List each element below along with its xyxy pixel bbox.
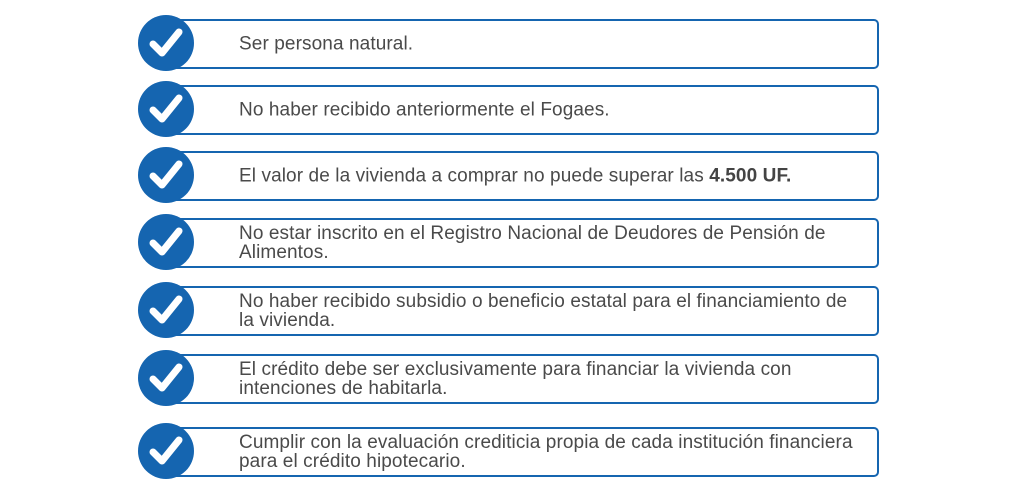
requirement-box: [167, 286, 879, 336]
requirement-text: No haber recibido anteriormente el Fogaes.: [239, 99, 610, 121]
requirement-item: [138, 353, 879, 405]
requirement-box: [167, 151, 879, 201]
requirement-text: No estar inscrito en el Registro Nacional de Deudores de Pensión de Alimentos.: [239, 223, 826, 263]
requirement-text: No haber recibido subsidio o beneficio estatal para el financiamiento de la vivienda.: [239, 291, 848, 331]
check-icon: [138, 15, 194, 71]
requirement-box: [167, 19, 879, 69]
requirement-text: Cumplir con la evaluación crediticia propia de cada institución financiera para el crédito hipotecario.: [239, 432, 853, 472]
requirement-item: [138, 426, 879, 478]
check-icon: [138, 350, 194, 406]
requirement-item: [138, 217, 879, 269]
requirement-text-emphasis: 4.500 UF.: [709, 165, 792, 187]
check-icon: [138, 81, 194, 137]
check-icon: [138, 282, 194, 338]
requirement-text: Ser persona natural.: [239, 33, 414, 55]
requirement-box: [167, 85, 879, 135]
requirement-item: [138, 84, 879, 136]
requirement-box: [167, 218, 879, 268]
check-icon: [138, 423, 194, 479]
requirement-item: [138, 285, 879, 337]
check-icon: [138, 214, 194, 270]
requirement-text-main: El valor de la vivienda a comprar no puede superar las: [239, 165, 710, 187]
requirement-text: El crédito debe ser exclusivamente para financiar la vivienda con intenciones de habitarla.: [239, 359, 792, 399]
requirement-box: [167, 354, 879, 404]
requirement-item: [138, 18, 879, 70]
requirement-text: [239, 167, 853, 186]
requirement-item: [138, 150, 879, 202]
check-icon: [138, 147, 194, 203]
requirement-box: [167, 427, 879, 477]
